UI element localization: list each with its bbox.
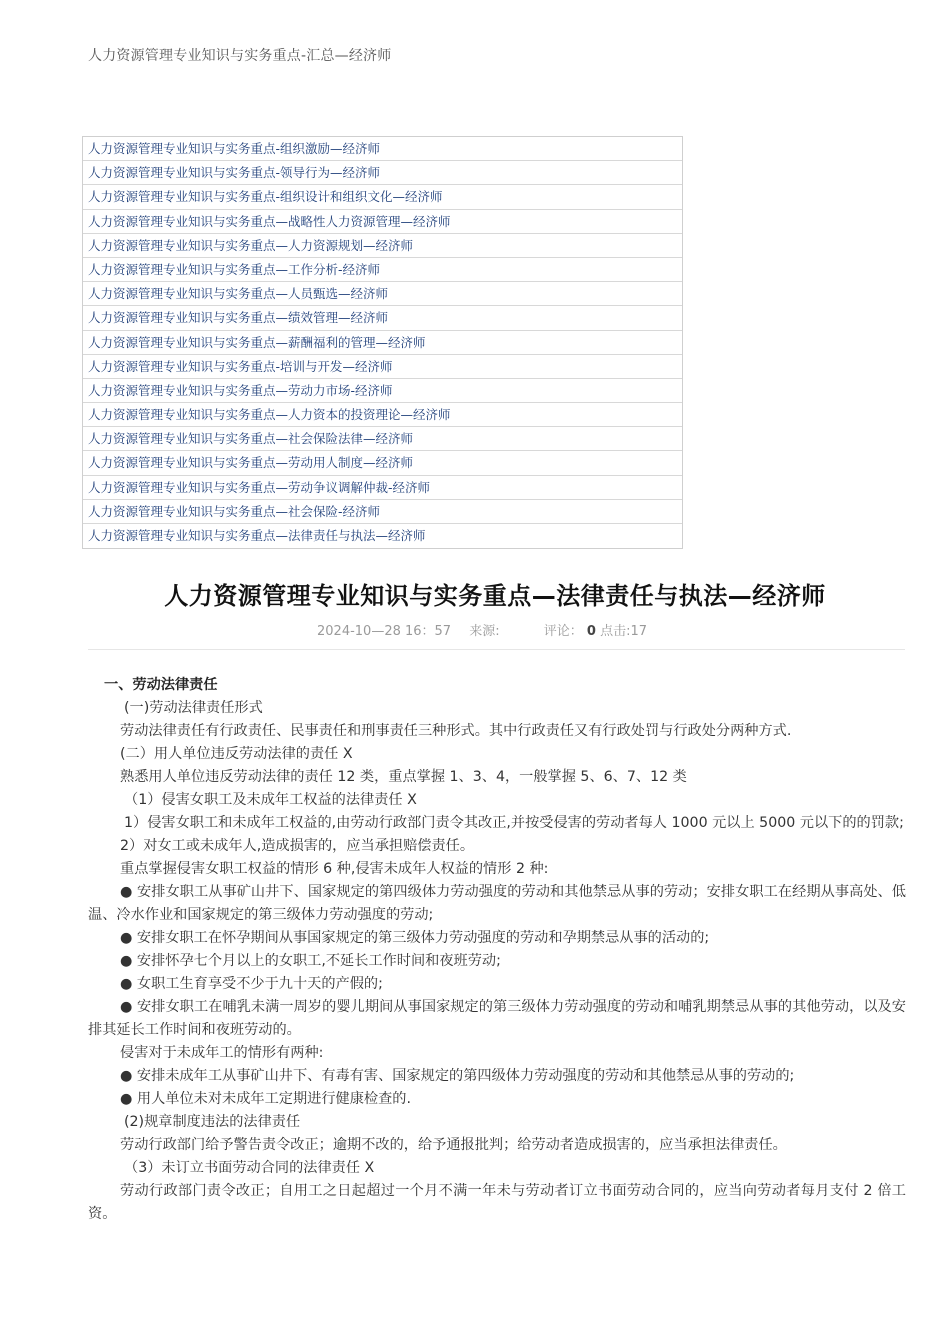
article-paragraph: (一)劳动法律责任形式 <box>124 700 263 716</box>
article-paragraph: 重点掌握侵害女职工权益的情形 6 种,侵害未成年人权益的情形 2 种: <box>120 861 549 877</box>
related-links-table <box>82 136 683 549</box>
related-link[interactable]: 人力资源管理专业知识与实务重点—劳动力市场-经济师 <box>83 379 682 403</box>
click-count: 点击:17 <box>600 624 648 639</box>
article-paragraph: ● 安排女职工在怀孕期间从事国家规定的第三级体力劳动强度的劳动和孕期禁忌从事的活动的; <box>120 930 710 946</box>
related-link[interactable]: 人力资源管理专业知识与实务重点—人员甄选—经济师 <box>83 282 682 306</box>
article-paragraph: ● 安排女职工从事矿山井下、国家规定的第四级体力劳动强度的劳动和其他禁忌从事的劳动；安排女职工在经期从事高处、低温、冷水作业和国家规定的第三级体力劳动强度的劳动; <box>88 884 906 923</box>
article-paragraph: ● 安排女职工在哺乳未满一周岁的婴儿期间从事国家规定的第三级体力劳动强度的劳动和哺乳期禁忌从事的其他劳动，以及安排其延长工作时间和夜班劳动的。 <box>88 999 906 1038</box>
article-paragraph: 1）侵害女职工和未成年工权益的,由劳动行政部门责令其改正,并按受侵害的劳动者每人 1000 元以上 5000 元以下的的罚款; <box>124 815 904 831</box>
publish-date: 2024-10—28 16：57 <box>317 624 452 639</box>
related-link[interactable]: 人力资源管理专业知识与实务重点—社会保险-经济师 <box>83 500 682 524</box>
related-link[interactable]: 人力资源管理专业知识与实务重点-领导行为—经济师 <box>83 161 682 185</box>
comment-label: 评论： <box>543 624 583 639</box>
divider <box>88 649 905 650</box>
article-paragraph: (二）用人单位违反劳动法律的责任 X <box>120 746 353 762</box>
article-paragraph: (2)规章制度违法的法律责任 <box>124 1114 301 1130</box>
related-link[interactable]: 人力资源管理专业知识与实务重点-组织激励—经济师 <box>83 137 682 161</box>
article-paragraph: ● 女职工生育享受不少于九十天的产假的; <box>120 976 383 992</box>
article-paragraph: ● 用人单位未对未成年工定期进行健康检查的. <box>120 1091 411 1107</box>
related-link[interactable]: 人力资源管理专业知识与实务重点—绩效管理—经济师 <box>83 306 682 330</box>
related-link[interactable]: 人力资源管理专业知识与实务重点-培训与开发—经济师 <box>83 355 682 379</box>
article-paragraph: 劳动行政部门给予警告责令改正；逾期不改的，给予通报批判；给劳动者造成损害的，应当承担法律责任。 <box>120 1137 787 1153</box>
comment-count[interactable]: 0 <box>586 624 596 639</box>
related-link[interactable]: 人力资源管理专业知识与实务重点—人力资源规划—经济师 <box>83 234 682 258</box>
article-paragraph: 劳动行政部门责令改正；自用工之日起超过一个月不满一年未与劳动者订立书面劳动合同的，应当向劳动者每月支付 2 倍工资。 <box>88 1183 906 1222</box>
article-title: 人力资源管理专业知识与实务重点—法律责任与执法—经济师 <box>164 582 826 610</box>
related-link[interactable]: 人力资源管理专业知识与实务重点—薪酬福利的管理—经济师 <box>83 331 682 355</box>
related-link[interactable]: 人力资源管理专业知识与实务重点—社会保险法律—经济师 <box>83 427 682 451</box>
article-paragraph: 劳动法律责任有行政责任、民事责任和刑事责任三种形式。其中行政责任又有行政处罚与行政处分两种方式. <box>120 723 792 739</box>
source-label: 来源: <box>469 624 500 639</box>
related-link[interactable]: 人力资源管理专业知识与实务重点—法律责任与执法—经济师 <box>88 528 426 543</box>
article-paragraph: ● 安排未成年工从事矿山井下、有毒有害、国家规定的第四级体力劳动强度的劳动和其他禁忌从事的劳动的; <box>120 1068 795 1084</box>
related-link[interactable]: 人力资源管理专业知识与实务重点-组织设计和组织文化—经济师 <box>83 185 682 209</box>
article-paragraph: 2）对女工或未成年人,造成损害的，应当承担赔偿责任。 <box>120 838 475 854</box>
article-paragraph: （1）侵害女职工及未成年工权益的法律责任 X <box>124 792 417 808</box>
related-link[interactable]: 人力资源管理专业知识与实务重点—劳动用人制度—经济师 <box>83 451 682 475</box>
article-paragraph: 熟悉用人单位违反劳动法律的责任 12 类，重点掌握 1、3、4，一般掌握 5、6、7、12 类 <box>120 769 687 785</box>
related-link[interactable]: 人力资源管理专业知识与实务重点—工作分析-经济师 <box>83 258 682 282</box>
article-paragraph: 侵害对于未成年工的情形有两种: <box>120 1045 324 1061</box>
related-link[interactable]: 人力资源管理专业知识与实务重点—劳动争议调解仲裁-经济师 <box>83 476 682 500</box>
page-header-title: 人力资源管理专业知识与实务重点-汇总—经济师 <box>88 48 392 64</box>
article-meta <box>317 620 647 639</box>
article-paragraph: （3）未订立书面劳动合同的法律责任 X <box>124 1160 375 1176</box>
related-link[interactable]: 人力资源管理专业知识与实务重点—战略性人力资源管理—经济师 <box>83 210 682 234</box>
article-body <box>88 674 906 1226</box>
related-link[interactable]: 人力资源管理专业知识与实务重点—人力资本的投资理论—经济师 <box>83 403 682 427</box>
section-heading: 一、劳动法律责任 <box>104 677 218 693</box>
article-paragraph: ● 安排怀孕七个月以上的女职工,不延长工作时间和夜班劳动; <box>120 953 501 969</box>
